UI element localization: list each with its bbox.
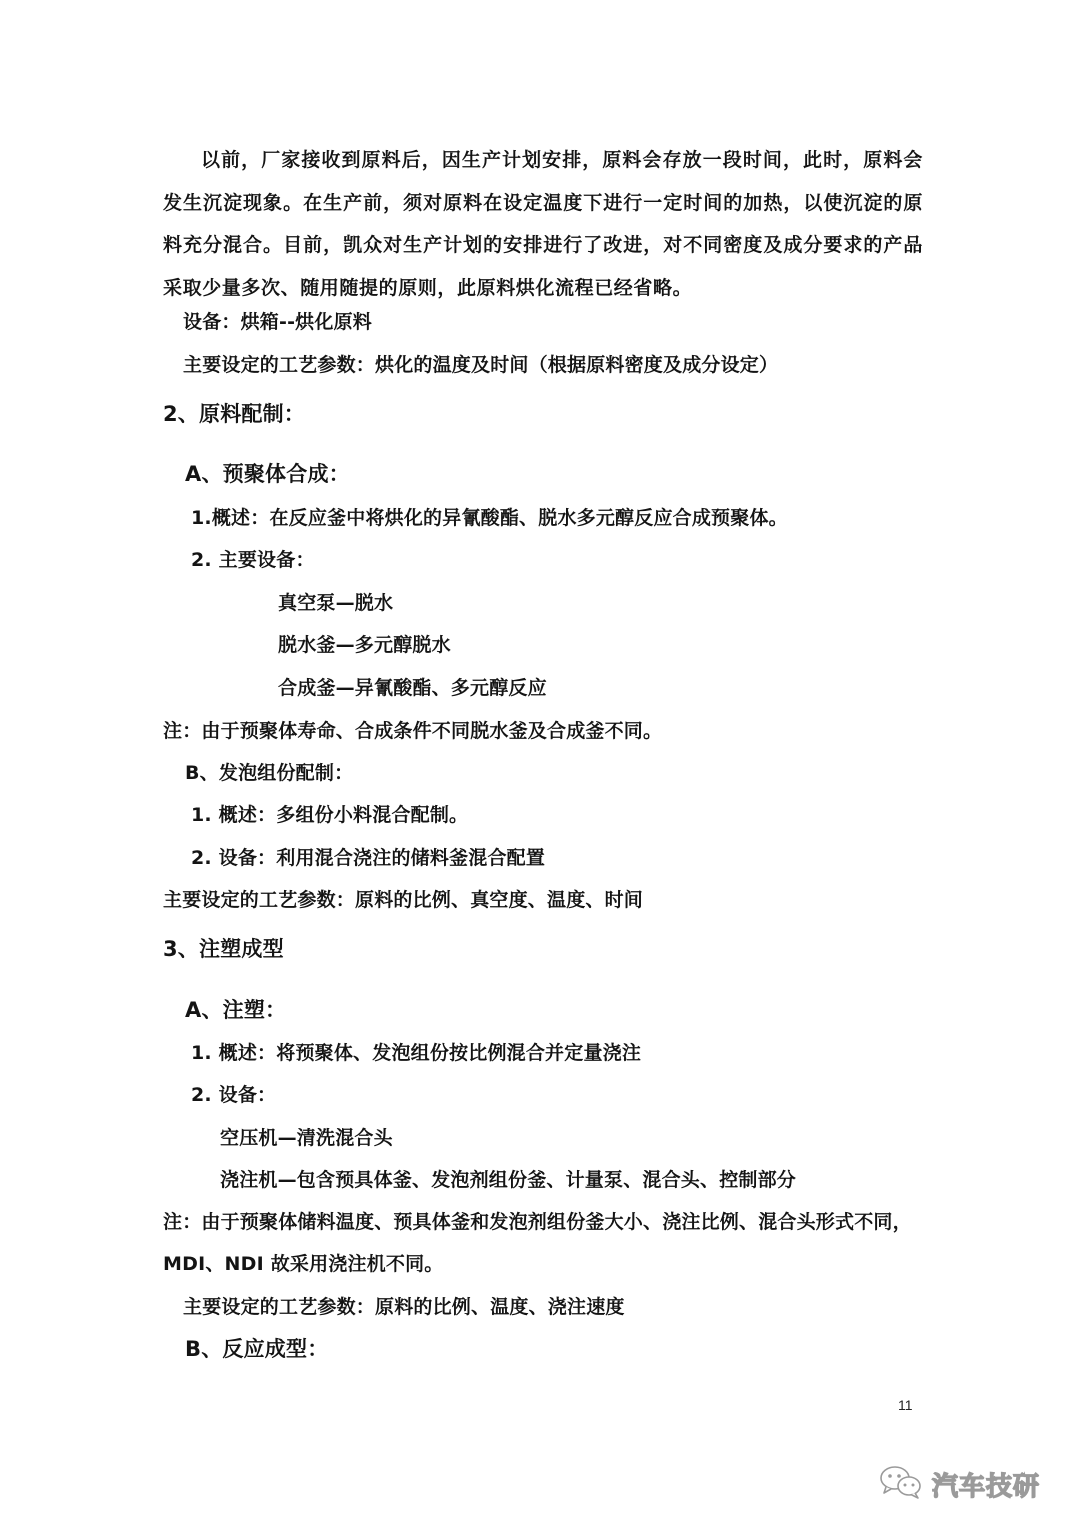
- page-number: 11: [898, 1397, 913, 1413]
- prepolymer-equipment-label: 2. 主要设备：: [191, 549, 315, 571]
- foaming-component-subheading: B、发泡组份配制：: [185, 762, 354, 784]
- watermark: [878, 1463, 1040, 1505]
- note-casting-line-2: MDI、NDI 故采用浇注机不同。: [163, 1253, 444, 1275]
- wechat-icon: [878, 1463, 924, 1505]
- equipment-vacuum-pump: 真空泵—脱水: [278, 592, 394, 614]
- injection-equipment-label: 2. 设备：: [191, 1084, 277, 1106]
- equipment-air-compressor: 空压机—清洗混合头: [220, 1127, 393, 1149]
- note-casting-line-1: 注：由于预聚体储料温度、预具体釜和发泡剂组份釜大小、浇注比例、混合头形式不同，: [163, 1211, 912, 1233]
- mixing-parameters-line: 主要设定的工艺参数：原料的比例、真空度、温度、时间: [163, 889, 644, 911]
- injection-overview: 1. 概述：将预聚体、发泡组份按比例混合并定量浇注: [191, 1042, 642, 1064]
- casting-parameters-line: 主要设定的工艺参数：原料的比例、温度、浇注速度: [183, 1296, 625, 1318]
- bake-parameters-line: 主要设定的工艺参数：烘化的温度及时间（根据原料密度及成分设定）: [183, 354, 779, 376]
- equipment-oven-line: 设备：烘箱--烘化原料: [183, 311, 372, 333]
- prepolymer-overview: 1.概述：在反应釜中将烘化的异氰酸酯、脱水多元醇反应合成预聚体。: [191, 507, 788, 529]
- foaming-equipment: 2. 设备：利用混合浇注的储料釜混合配置: [191, 847, 546, 869]
- watermark-text: 汽车技研: [932, 1471, 1041, 1502]
- equipment-synthesis-kettle: 合成釜—异氰酸酯、多元醇反应: [278, 677, 547, 699]
- injection-subheading: A、注塑：: [185, 998, 287, 1022]
- section-3-heading: 3、注塑成型: [163, 937, 284, 961]
- prepolymer-subheading: A、预聚体合成：: [185, 462, 350, 486]
- equipment-casting-machine: 浇注机—包含预具体釜、发泡剂组份釜、计量泵、混合头、控制部分: [220, 1169, 797, 1191]
- equipment-dehydration-kettle: 脱水釜—多元醇脱水: [278, 634, 451, 656]
- note-prepolymer: 注：由于预聚体寿命、合成条件不同脱水釜及合成釜不同。: [163, 720, 663, 742]
- foaming-overview: 1. 概述：多组份小料混合配制。: [191, 804, 469, 826]
- reaction-molding-subheading: B、反应成型：: [185, 1337, 329, 1361]
- intro-paragraph: 以前，厂家接收到原料后，因生产计划安排，原料会存放一段时间，此时，原料会发生沉淀现象。在生产前，须对原料在设定温度下进行一定时间的加热，以使沉淀的原料充分混合。目前，凯众对生产计划的安排进行了改进，对不同密度及成分要求的产品采取少量多次、随用随提的原则，此原料烘化流程已经省略。: [163, 149, 923, 299]
- section-2-heading: 2、原料配制：: [163, 402, 306, 426]
